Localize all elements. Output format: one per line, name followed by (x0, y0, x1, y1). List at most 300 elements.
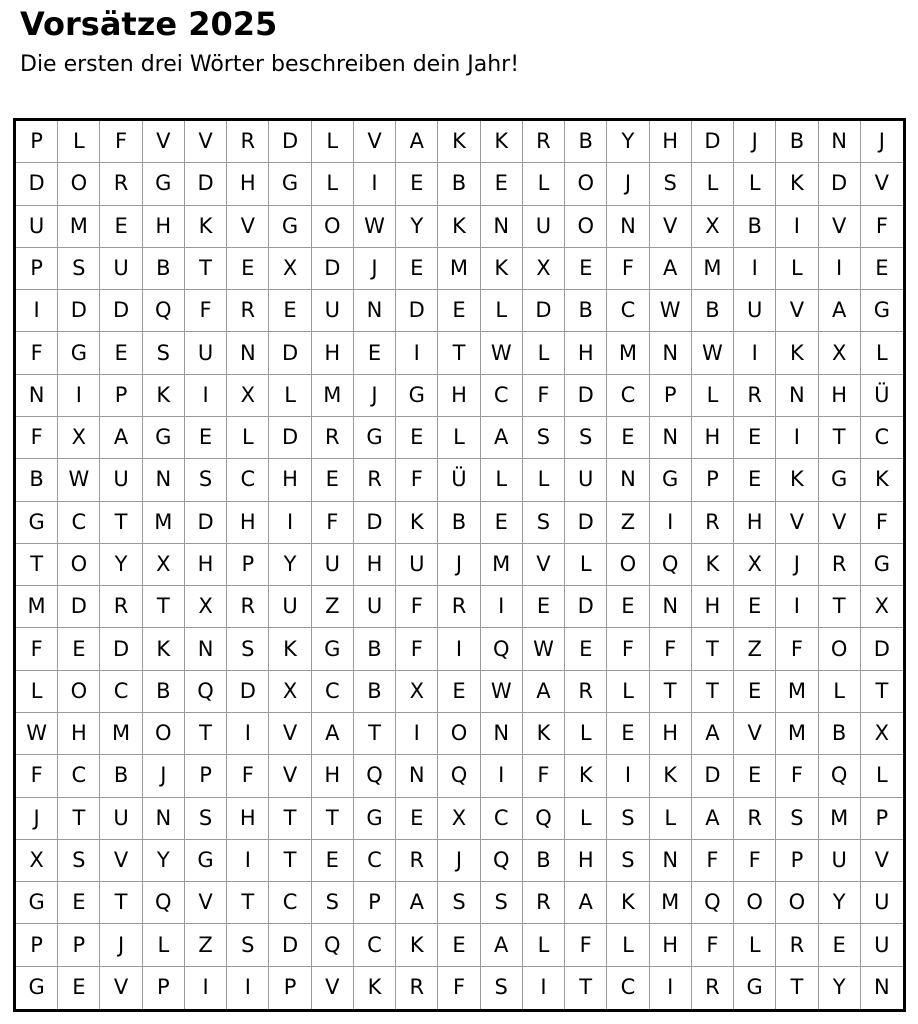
grid-cell: K (143, 375, 185, 417)
grid-cell: G (861, 544, 903, 586)
grid-cell: R (523, 121, 565, 163)
grid-cell: A (692, 798, 734, 840)
grid-cell: G (16, 882, 58, 924)
grid-cell: F (607, 248, 649, 290)
grid-cell: B (100, 755, 142, 797)
grid-cell: S (185, 459, 227, 501)
grid-cell: V (185, 121, 227, 163)
grid-cell: L (481, 290, 523, 332)
grid-cell: X (269, 248, 311, 290)
grid-cell: Y (100, 544, 142, 586)
grid-cell: R (227, 586, 269, 628)
grid-cell: A (312, 713, 354, 755)
grid-cell: E (185, 417, 227, 459)
grid-cell: D (692, 121, 734, 163)
grid-cell: M (58, 206, 100, 248)
grid-cell: L (861, 332, 903, 374)
grid-cell: E (819, 924, 861, 966)
grid-cell: Ü (861, 375, 903, 417)
grid-cell: F (16, 755, 58, 797)
grid-cell: E (734, 586, 776, 628)
grid-cell: Q (143, 290, 185, 332)
grid-cell: F (227, 755, 269, 797)
grid-cell: A (565, 882, 607, 924)
grid-cell: M (819, 798, 861, 840)
grid-cell: V (776, 290, 818, 332)
grid-cell: P (861, 798, 903, 840)
grid-cell: W (481, 671, 523, 713)
grid-cell: F (692, 924, 734, 966)
grid-cell: E (58, 967, 100, 1009)
grid-cell: R (100, 586, 142, 628)
grid-cell: D (100, 628, 142, 670)
grid-cell: C (58, 755, 100, 797)
grid-cell: D (354, 502, 396, 544)
grid-cell: N (776, 375, 818, 417)
grid-cell: I (227, 967, 269, 1009)
grid-cell: K (185, 206, 227, 248)
grid-cell: L (312, 121, 354, 163)
grid-cell: U (312, 290, 354, 332)
grid-cell: Q (143, 882, 185, 924)
grid-cell: M (692, 248, 734, 290)
grid-cell: L (58, 121, 100, 163)
grid-cell: J (776, 544, 818, 586)
grid-cell: C (58, 502, 100, 544)
grid-cell: V (734, 713, 776, 755)
grid-cell: V (819, 206, 861, 248)
grid-cell: B (143, 248, 185, 290)
grid-cell: N (481, 713, 523, 755)
grid-cell: P (16, 121, 58, 163)
grid-cell: H (734, 502, 776, 544)
grid-cell: M (100, 713, 142, 755)
grid-cell: Z (607, 502, 649, 544)
grid-cell: M (481, 544, 523, 586)
grid-cell: L (819, 671, 861, 713)
grid-cell: H (227, 502, 269, 544)
grid-cell: R (227, 290, 269, 332)
grid-cell: L (861, 755, 903, 797)
grid-cell: U (269, 586, 311, 628)
grid-cell: U (100, 459, 142, 501)
grid-cell: C (607, 290, 649, 332)
grid-cell: S (143, 332, 185, 374)
grid-cell: F (607, 628, 649, 670)
grid-cell: S (185, 798, 227, 840)
grid-cell: X (861, 713, 903, 755)
grid-cell: L (607, 924, 649, 966)
grid-cell: X (185, 586, 227, 628)
grid-cell: V (861, 163, 903, 205)
grid-cell: J (438, 840, 480, 882)
grid-cell: D (227, 671, 269, 713)
grid-cell: N (143, 798, 185, 840)
grid-cell: M (16, 586, 58, 628)
grid-cell: Z (734, 628, 776, 670)
grid-cell: I (185, 375, 227, 417)
grid-cell: D (185, 502, 227, 544)
grid-cell: C (312, 671, 354, 713)
grid-cell: A (481, 924, 523, 966)
grid-cell: O (607, 544, 649, 586)
grid-cell: L (143, 924, 185, 966)
grid-cell: Q (819, 755, 861, 797)
grid-cell: F (16, 628, 58, 670)
grid-cell: P (100, 375, 142, 417)
grid-cell: S (776, 798, 818, 840)
grid-cell: S (523, 502, 565, 544)
grid-cell: I (438, 628, 480, 670)
grid-cell: L (481, 459, 523, 501)
grid-cell: U (354, 586, 396, 628)
grid-cell: F (396, 459, 438, 501)
grid-cell: O (58, 544, 100, 586)
grid-cell: H (312, 755, 354, 797)
grid-cell: N (396, 755, 438, 797)
grid-cell: B (819, 713, 861, 755)
grid-cell: F (396, 586, 438, 628)
grid-cell: P (143, 967, 185, 1009)
grid-cell: X (438, 798, 480, 840)
grid-cell: X (734, 544, 776, 586)
grid-cell: Q (523, 798, 565, 840)
grid-cell: V (523, 544, 565, 586)
grid-cell: E (481, 163, 523, 205)
grid-cell: T (861, 671, 903, 713)
grid-cell: D (565, 586, 607, 628)
grid-cell: A (481, 417, 523, 459)
grid-cell: W (650, 290, 692, 332)
grid-cell: D (185, 163, 227, 205)
grid-cell: X (227, 375, 269, 417)
grid-cell: B (734, 206, 776, 248)
grid-cell: N (650, 417, 692, 459)
grid-cell: I (650, 967, 692, 1009)
grid-cell: F (650, 628, 692, 670)
grid-cell: E (58, 628, 100, 670)
grid-cell: O (58, 163, 100, 205)
grid-cell: D (565, 502, 607, 544)
grid-cell: G (185, 840, 227, 882)
grid-cell: S (565, 417, 607, 459)
grid-cell: I (58, 375, 100, 417)
grid-cell: R (692, 967, 734, 1009)
grid-cell: L (438, 417, 480, 459)
grid-cell: D (565, 375, 607, 417)
grid-cell: L (776, 248, 818, 290)
grid-cell: F (185, 290, 227, 332)
grid-cell: T (776, 967, 818, 1009)
grid-cell: H (692, 417, 734, 459)
grid-cell: Z (185, 924, 227, 966)
grid-cell: M (607, 332, 649, 374)
grid-cell: K (396, 924, 438, 966)
grid-cell: L (227, 417, 269, 459)
grid-cell: D (523, 290, 565, 332)
grid-cell: S (523, 417, 565, 459)
grid-cell: T (143, 586, 185, 628)
grid-cell: T (312, 798, 354, 840)
grid-cell: H (185, 544, 227, 586)
grid-cell: S (58, 248, 100, 290)
grid-cell: T (185, 248, 227, 290)
grid-cell: F (100, 121, 142, 163)
grid-cell: L (692, 375, 734, 417)
grid-cell: F (776, 628, 818, 670)
grid-cell: K (269, 628, 311, 670)
grid-cell: Q (185, 671, 227, 713)
grid-cell: K (396, 502, 438, 544)
word-search-grid (13, 118, 906, 1012)
grid-cell: E (438, 290, 480, 332)
grid-cell: I (185, 967, 227, 1009)
grid-cell: L (565, 544, 607, 586)
grid-cell: V (227, 206, 269, 248)
grid-cell: H (692, 586, 734, 628)
grid-cell: C (100, 671, 142, 713)
grid-cell: G (269, 163, 311, 205)
grid-cell: C (269, 882, 311, 924)
grid-cell: O (776, 882, 818, 924)
grid-cell: R (734, 798, 776, 840)
grid-cell: V (100, 840, 142, 882)
grid-cell: B (565, 290, 607, 332)
grid-cell: D (58, 290, 100, 332)
grid-cell: E (565, 628, 607, 670)
grid-cell: P (692, 459, 734, 501)
grid-cell: E (396, 417, 438, 459)
grid-cell: G (269, 206, 311, 248)
grid-cell: B (16, 459, 58, 501)
grid-cell: D (396, 290, 438, 332)
grid-cell: U (565, 459, 607, 501)
grid-cell: U (312, 544, 354, 586)
grid-cell: D (819, 163, 861, 205)
grid-cell: K (861, 459, 903, 501)
grid-cell: I (819, 248, 861, 290)
grid-cell: F (565, 924, 607, 966)
grid-cell: I (396, 713, 438, 755)
grid-cell: N (143, 459, 185, 501)
grid-cell: E (100, 332, 142, 374)
grid-cell: W (523, 628, 565, 670)
grid-cell: E (481, 502, 523, 544)
grid-cell: I (481, 586, 523, 628)
grid-cell: N (874, 975, 890, 1000)
grid-cell: I (16, 290, 58, 332)
grid-cell: D (269, 924, 311, 966)
grid-cell: N (650, 840, 692, 882)
grid-cell: X (523, 248, 565, 290)
grid-cell: K (481, 248, 523, 290)
grid-cell: V (354, 121, 396, 163)
grid-cell: R (565, 671, 607, 713)
grid-cell: B (692, 290, 734, 332)
grid-cell: U (861, 924, 903, 966)
grid-cell: H (565, 840, 607, 882)
grid-cell: R (438, 586, 480, 628)
grid-cell: Y (269, 544, 311, 586)
grid-cell: Q (650, 544, 692, 586)
grid-cell: N (607, 459, 649, 501)
grid-cell: D (861, 628, 903, 670)
grid-cell: V (269, 713, 311, 755)
grid-cell: D (100, 290, 142, 332)
grid-cell: R (354, 459, 396, 501)
grid-cell: F (396, 628, 438, 670)
grid-cell: V (312, 967, 354, 1009)
grid-cell: A (396, 882, 438, 924)
grid-cell: V (269, 755, 311, 797)
grid-cell: F (692, 840, 734, 882)
grid-cell: O (58, 671, 100, 713)
grid-cell: L (523, 924, 565, 966)
grid-cell: G (312, 628, 354, 670)
grid-cell: J (16, 798, 58, 840)
grid-cell: A (692, 713, 734, 755)
grid-cell: T (269, 840, 311, 882)
grid-cell: N (16, 375, 58, 417)
grid-cell: I (734, 332, 776, 374)
grid-cell: K (650, 755, 692, 797)
grid-cell: I (523, 967, 565, 1009)
grid-cell: G (143, 417, 185, 459)
grid-cell: B (565, 121, 607, 163)
grid-cell: T (185, 713, 227, 755)
grid-cell: U (819, 840, 861, 882)
grid-cell: I (607, 755, 649, 797)
grid-cell: T (100, 882, 142, 924)
grid-cell: H (143, 206, 185, 248)
grid-cell: K (776, 332, 818, 374)
grid-cell: K (607, 882, 649, 924)
grid-cell: P (650, 375, 692, 417)
grid-cell: B (354, 671, 396, 713)
grid-cell: D (312, 248, 354, 290)
grid-cell: G (819, 459, 861, 501)
grid-cell: T (565, 967, 607, 1009)
grid-cell: E (607, 713, 649, 755)
grid-cell: E (607, 586, 649, 628)
grid-cell: P (776, 840, 818, 882)
grid-cell: V (861, 840, 903, 882)
grid-cell: L (269, 375, 311, 417)
grid-cell: N (819, 121, 861, 163)
grid-cell: F (16, 417, 58, 459)
grid-cell: M (776, 671, 818, 713)
grid-cell: A (396, 121, 438, 163)
grid-cell: M (312, 375, 354, 417)
grid-cell: I (734, 248, 776, 290)
grid-cell: Q (354, 755, 396, 797)
grid-cell: Ü (438, 459, 480, 501)
grid-cell: S (58, 840, 100, 882)
grid-cell: W (58, 459, 100, 501)
grid-cell: W (481, 332, 523, 374)
grid-cell: Y (607, 121, 649, 163)
grid-cell: N (354, 290, 396, 332)
grid-cell: G (16, 502, 58, 544)
page-subtitle: Die ersten drei Wörter beschreiben dein Jahr! (20, 52, 520, 77)
grid-cell: Z (312, 586, 354, 628)
grid-cell: E (354, 332, 396, 374)
grid-cell: S (312, 882, 354, 924)
grid-cell: X (143, 544, 185, 586)
grid-cell: R (100, 163, 142, 205)
grid-cell: G (354, 798, 396, 840)
grid-cell: W (354, 206, 396, 248)
grid-cell: F (312, 502, 354, 544)
grid-cell: Q (438, 755, 480, 797)
grid-cell: G (354, 417, 396, 459)
grid-cell: J (100, 924, 142, 966)
grid-cell: E (438, 671, 480, 713)
grid-cell: E (734, 671, 776, 713)
grid-cell: E (438, 924, 480, 966)
grid-cell: V (776, 502, 818, 544)
grid-cell: I (227, 713, 269, 755)
grid-cell: Y (819, 882, 861, 924)
grid-cell: J (354, 248, 396, 290)
grid-cell: E (396, 798, 438, 840)
grid-cell: C (227, 459, 269, 501)
grid-cell: X (819, 332, 861, 374)
grid-cell: R (523, 882, 565, 924)
grid-cell: R (312, 417, 354, 459)
grid-cell: O (312, 206, 354, 248)
grid-cell: F (16, 332, 58, 374)
grid-cell: D (269, 417, 311, 459)
grid-cell: L (523, 332, 565, 374)
grid-cell: L (692, 163, 734, 205)
grid-cell: Q (692, 882, 734, 924)
grid-cell: T (819, 417, 861, 459)
grid-cell: N (227, 332, 269, 374)
grid-cell: S (650, 163, 692, 205)
grid-cell: K (438, 121, 480, 163)
grid-cell: S (607, 798, 649, 840)
grid-cell: B (438, 502, 480, 544)
grid-cell: K (565, 755, 607, 797)
grid-cell: E (861, 248, 903, 290)
grid-cell: O (565, 163, 607, 205)
grid-cell: M (650, 882, 692, 924)
grid-cell: J (861, 121, 903, 163)
grid-cell: V (650, 206, 692, 248)
grid-cell: B (143, 671, 185, 713)
grid-cell: T (692, 628, 734, 670)
grid-cell: X (861, 586, 903, 628)
grid-cell: G (143, 163, 185, 205)
grid-cell: N (607, 206, 649, 248)
grid-cell: Q (481, 840, 523, 882)
grid-cell: E (58, 882, 100, 924)
grid-cell: C (354, 840, 396, 882)
grid-cell: L (565, 713, 607, 755)
grid-cell: K (776, 459, 818, 501)
grid-cell: X (692, 206, 734, 248)
grid-cell: F (438, 967, 480, 1009)
grid-cell: K (143, 628, 185, 670)
grid-cell: P (16, 924, 58, 966)
grid-cell: E (227, 248, 269, 290)
grid-cell: K (354, 967, 396, 1009)
grid-cell: G (650, 459, 692, 501)
grid-cell: L (650, 798, 692, 840)
grid-cell: R (692, 502, 734, 544)
grid-cell: I (776, 586, 818, 628)
